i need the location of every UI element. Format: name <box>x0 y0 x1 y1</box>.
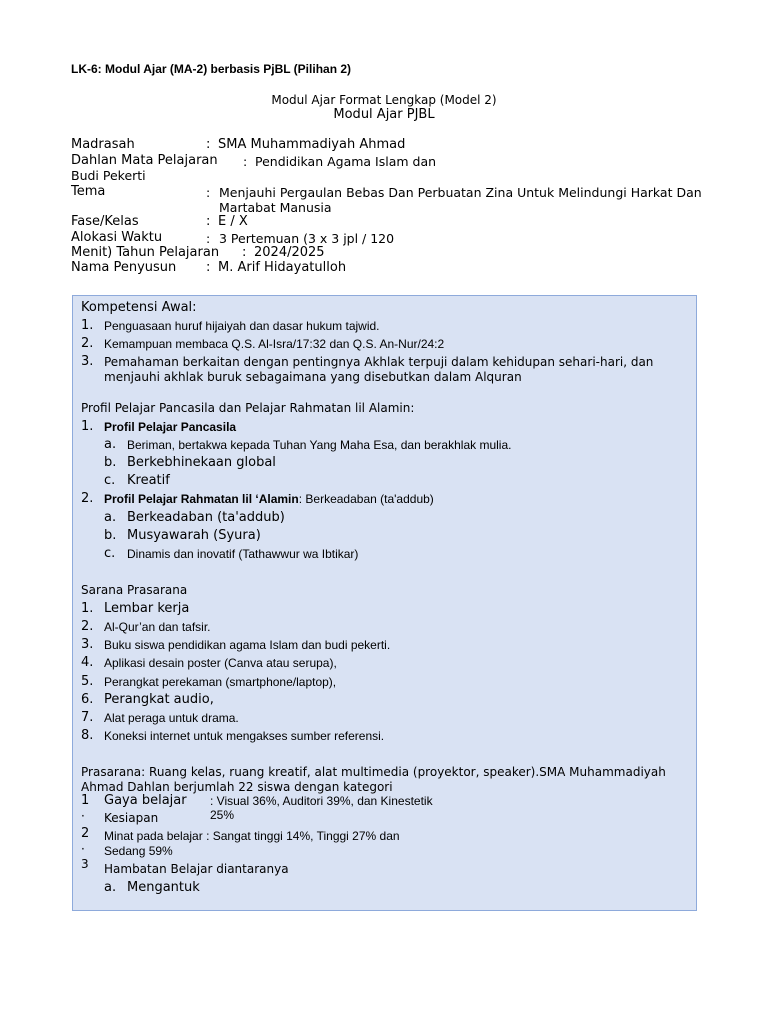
sarana-num-8: 8. <box>81 728 94 743</box>
document-subtitle-2: Modul Ajar PJBL <box>333 107 435 122</box>
tahun-value: 2024/2025 <box>254 245 325 260</box>
profil-rahmatan-line <box>104 492 434 506</box>
rahmatan-item-c: Dinamis dan inovatif (Tathawwur wa Ibtikar) <box>127 547 359 561</box>
sarana-num-5: 5. <box>81 674 94 689</box>
gaya-belajar-value-cont: 25% <box>210 808 235 822</box>
profil-num-1: 1. <box>81 419 94 434</box>
profil-rahmatan-label: Profil Pelajar Rahmatan lil ‘Alamin <box>104 492 299 506</box>
dahlan-value: Pendidikan Agama Islam dan <box>255 154 437 169</box>
minat-line: Minat pada belajar : Sangat tinggi 14%, Tinggi 27% dan <box>104 829 400 843</box>
gaya-belajar-value: : Visual 36%, Auditori 39%, dan Kinestetik <box>210 794 433 808</box>
fase-value: E / X <box>218 214 248 229</box>
sarana-item-7: Alat peraga untuk drama. <box>104 711 239 725</box>
kategori-dot-1: · <box>81 809 85 823</box>
sarana-item-8: Koneksi internet untuk mengakses sumber referensi. <box>104 729 385 743</box>
pancasila-item-c: Kreatif <box>127 473 170 488</box>
kompetensi-item-2: Kemampuan membaca Q.S. Al-Isra/17:32 dan Q.S. An-Nur/24:2 <box>104 337 445 351</box>
pancasila-item-a: Beriman, bertakwa kepada Tuhan Yang Maha Esa, dan berakhlak mulia. <box>127 438 512 452</box>
content-box <box>72 295 697 911</box>
sarana-item-5: Perangkat perekaman (smartphone/laptop), <box>104 675 337 689</box>
madrasah-label: Madrasah <box>71 137 135 152</box>
prasarana-line-1: Prasarana: Ruang kelas, ruang kreatif, alat multimedia (proyektor, speaker).SMA Muhammadiyah <box>81 765 666 779</box>
sarana-item-3: Buku siswa pendidikan agama Islam dan budi pekerti. <box>104 638 391 652</box>
profil-num-2: 2. <box>81 491 94 506</box>
rahmatan-item-a: Berkeadaban (ta'addub) <box>127 510 285 525</box>
kompetensi-heading: Kompetensi Awal: <box>81 300 197 315</box>
kategori-dot-2: · <box>81 842 85 856</box>
document-title: LK-6: Modul Ajar (MA-2) berbasis PjBL (Pilihan 2) <box>71 62 352 76</box>
dahlan-label: Dahlan Mata Pelajaran <box>71 153 218 168</box>
pancasila-item-b: Berkebhinekaan global <box>127 455 276 470</box>
pancasila-letter-b: b. <box>104 455 117 470</box>
sarana-item-1: Lembar kerja <box>104 601 190 616</box>
madrasah-value: SMA Muhammadiyah Ahmad <box>218 137 406 152</box>
sarana-num-6: 6. <box>81 692 94 707</box>
kompetensi-item-3: Pemahaman berkaitan dengan pentingnya Akhlak terpuji dalam kehidupan sehari-hari, dan <box>104 355 654 369</box>
tema-colon: : <box>206 185 211 200</box>
rahmatan-letter-a: a. <box>104 510 117 525</box>
alokasi-value: 3 Pertemuan (3 x 3 jpl / 120 <box>219 231 395 246</box>
tema-value-1: Menjauhi Pergaulan Bebas Dan Perbuatan Zina Untuk Melindungi Harkat Dan <box>219 185 702 200</box>
rahmatan-letter-c: c. <box>104 546 116 561</box>
sarana-item-4: Aplikasi desain poster (Canva atau serupa), <box>104 656 337 670</box>
alokasi-label: Alokasi Waktu <box>71 230 163 245</box>
alokasi-colon: : <box>206 231 211 246</box>
sedang-line: Sedang 59% <box>104 844 173 858</box>
kompetensi-item-3-cont: menjauhi akhlak buruk sebagaimana yang disebutkan dalam Alquran <box>104 370 522 384</box>
penyusun-colon: : <box>206 260 211 275</box>
pancasila-letter-c: c. <box>104 473 116 488</box>
kategori-num-3-clip <box>81 857 89 871</box>
sarana-item-6: Perangkat audio, <box>104 692 214 707</box>
sarana-item-2: Al-Qur’an dan tafsir. <box>104 620 211 634</box>
kompetensi-num-3: 3. <box>81 354 94 369</box>
profil-heading: Profil Pelajar Pancasila dan Pelajar Rahmatan lil Alamin: <box>81 401 415 415</box>
sarana-num-7: 7. <box>81 710 94 725</box>
sarana-num-2: 2. <box>81 619 94 634</box>
kategori-num-3: 3 <box>81 857 89 871</box>
prasarana-line-2: Ahmad Dahlan berjumlah 22 siswa dengan kategori <box>81 780 393 794</box>
kompetensi-num-2: 2. <box>81 336 94 351</box>
tema-label: Tema <box>71 184 106 199</box>
penyusun-value: M. Arif Hidayatulloh <box>218 260 347 275</box>
kompetensi-item-1: Penguasaan huruf hijaiyah dan dasar hukum tajwid. <box>104 319 380 333</box>
tahun-colon: : <box>242 245 247 260</box>
menit-tahun-label: Menit) Tahun Pelajaran <box>71 245 220 260</box>
madrasah-colon: : <box>206 137 211 152</box>
profil-rahmatan-rest: : Berkeadaban (ta'addub) <box>298 492 434 506</box>
rahmatan-item-b: Musyawarah (Syura) <box>127 528 261 543</box>
kategori-num-2: 2 <box>81 826 90 841</box>
hambatan-letter-a: a. <box>104 880 117 895</box>
hambatan-line: Hambatan Belajar diantaranya <box>104 862 289 876</box>
document-subtitle: Modul Ajar Format Lengkap (Model 2) <box>271 93 497 107</box>
fase-colon: : <box>206 214 211 229</box>
profil-pancasila-label: Profil Pelajar Pancasila <box>104 420 237 434</box>
sarana-num-1: 1. <box>81 601 94 616</box>
hambatan-item-a: Mengantuk <box>127 880 200 895</box>
sarana-heading: Sarana Prasarana <box>81 583 188 597</box>
dahlan-colon: : <box>243 154 248 169</box>
budi-pekerti-line: Budi Pekerti <box>71 168 146 183</box>
sarana-num-3: 3. <box>81 637 94 652</box>
kesiapan-label: Kesiapan <box>104 811 159 825</box>
penyusun-label: Nama Penyusun <box>71 260 177 275</box>
sarana-num-4: 4. <box>81 655 94 670</box>
kategori-num-1: 1 <box>81 793 90 808</box>
gaya-belajar-label: Gaya belajar <box>104 793 187 808</box>
rahmatan-letter-b: b. <box>104 528 117 543</box>
fase-label: Fase/Kelas <box>71 214 139 229</box>
prasarana-line-2-clip <box>81 780 393 794</box>
kompetensi-num-1: 1. <box>81 318 94 333</box>
pancasila-letter-a: a. <box>104 437 117 452</box>
tema-value-2: Martabat Manusia <box>219 200 332 215</box>
